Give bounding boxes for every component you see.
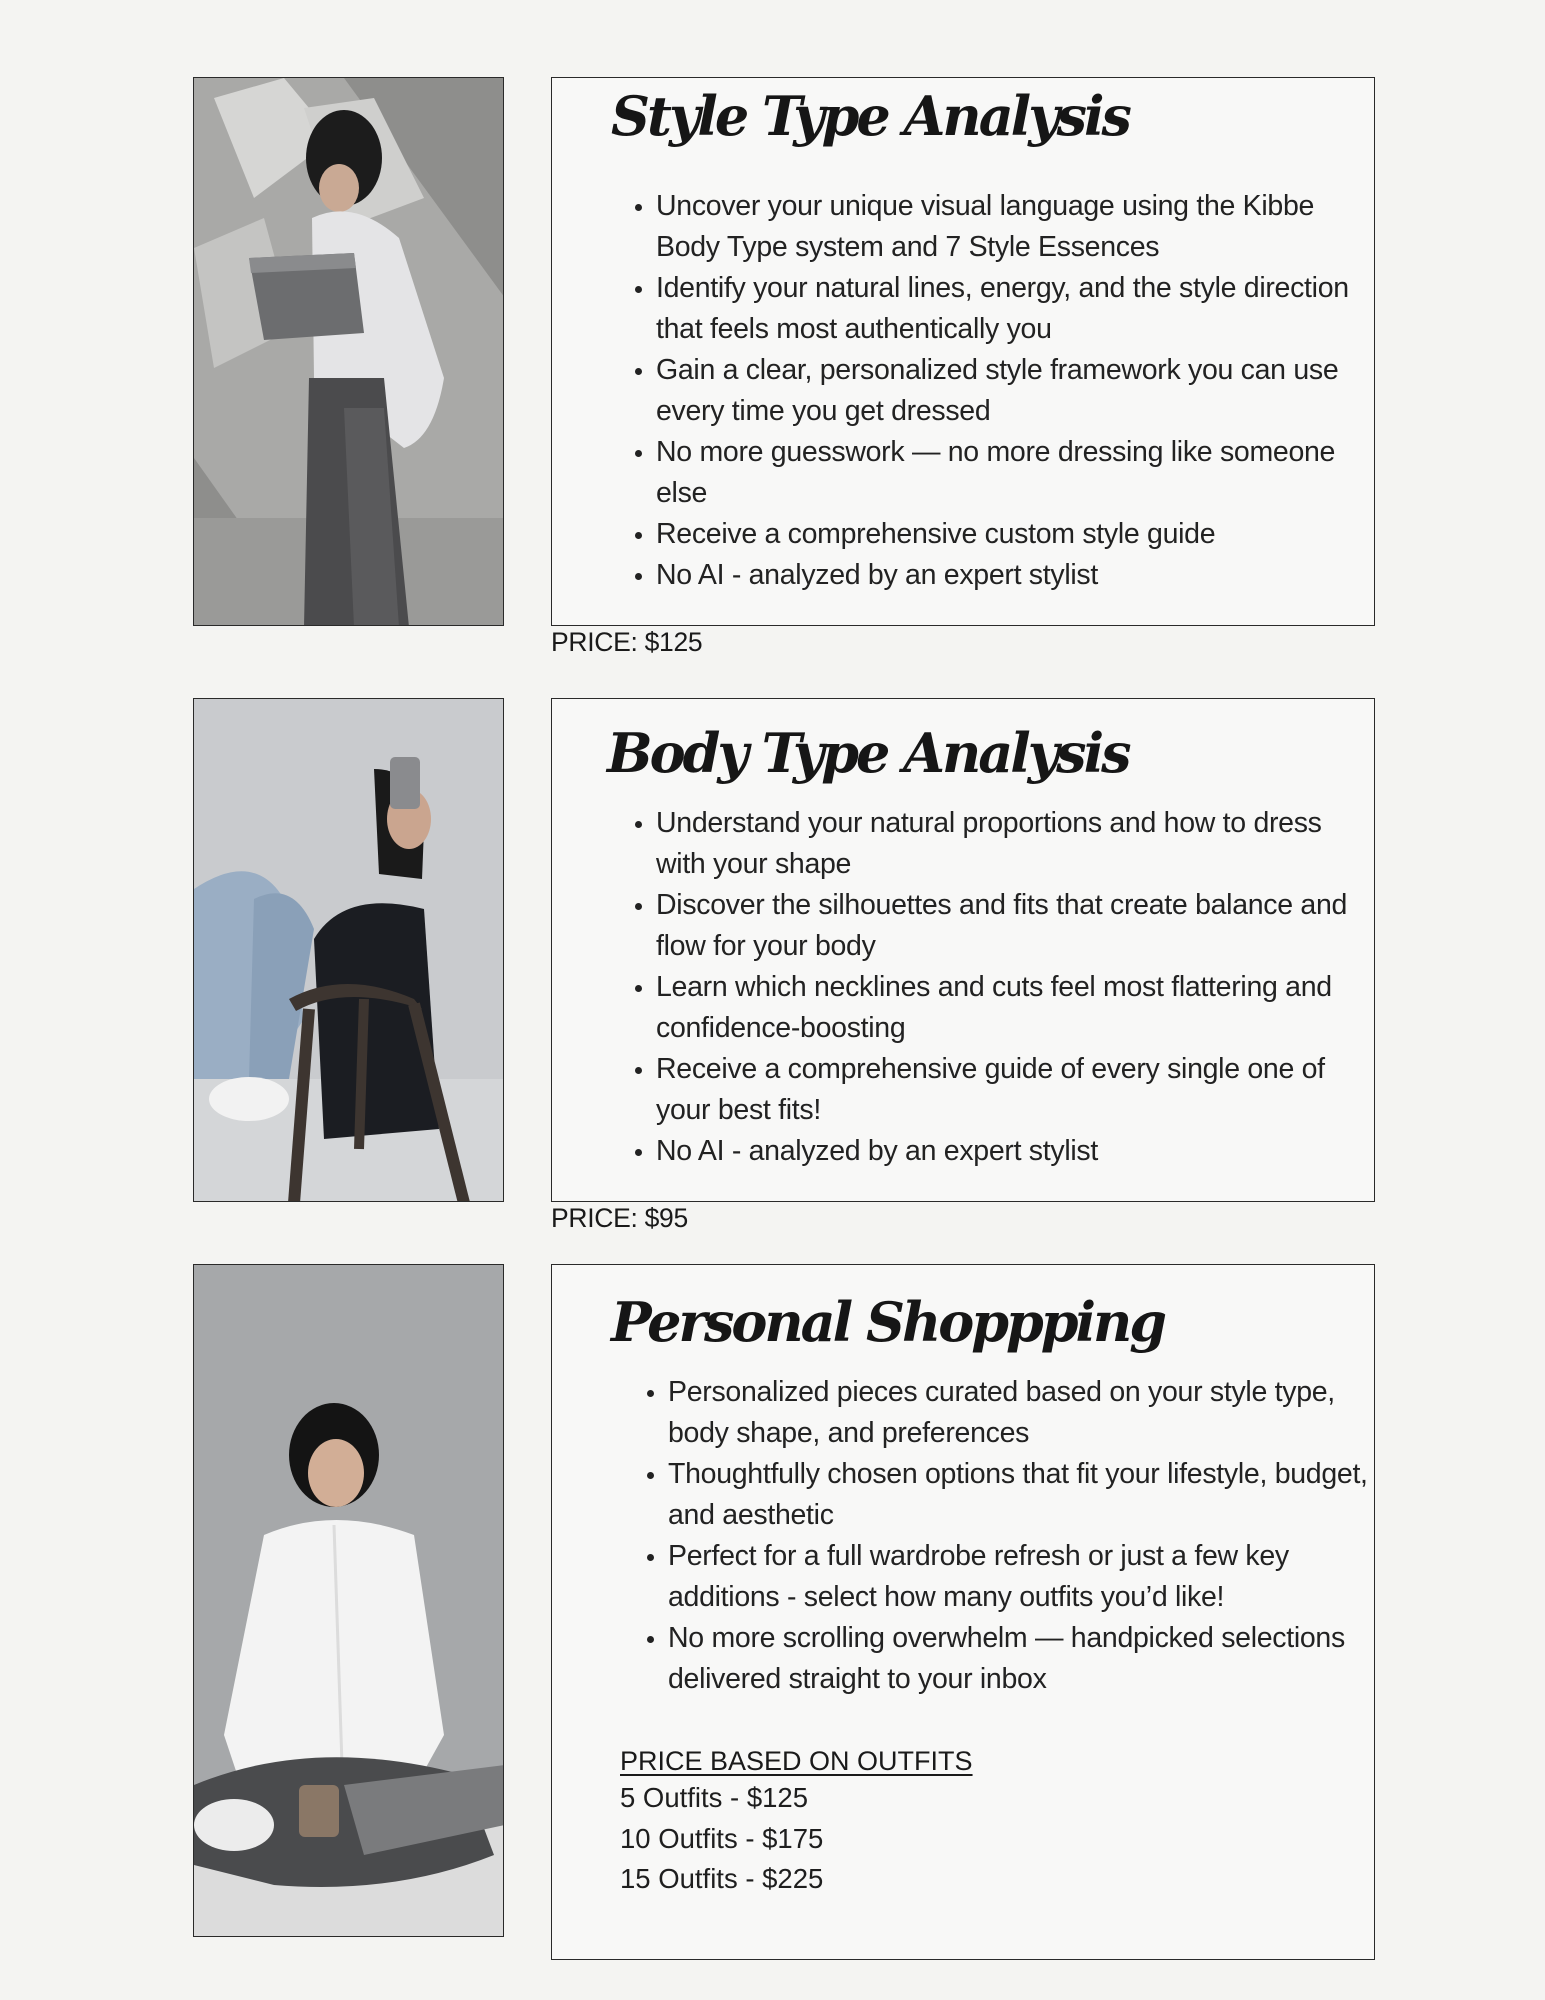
style-type-price: PRICE: $125 — [551, 627, 703, 657]
woman-seated-with-laptop-photo — [193, 1264, 504, 1937]
list-item: • Identify your natural lines, energy, and the style direction that feels most authentically you — [656, 268, 1376, 350]
woman-on-chair-selfie-photo — [193, 698, 504, 1202]
list-item: • Gain a clear, personalized style framework you can use every time you get dressed — [656, 350, 1376, 432]
list-item: • Understand your natural proportions and how to dress with your shape — [656, 803, 1376, 885]
body-type-title: Body Type Analysis — [607, 721, 1129, 785]
personal-shopping-features — [636, 1372, 1378, 1700]
list-item: • Perfect for a full wardrobe refresh or just a few key additions - select how many outfits you’d like! — [668, 1536, 1378, 1618]
list-item: • Personalized pieces curated based on your style type, body shape, and preferences — [668, 1372, 1378, 1454]
price-heading: PRICE BASED ON OUTFITS — [620, 1746, 973, 1776]
list-item: • No AI - analyzed by an expert stylist — [656, 1131, 1376, 1172]
list-item: • Learn which necklines and cuts feel most flattering and confidence-boosting — [656, 967, 1376, 1049]
tier-5-outfits: 5 Outfits - $125 — [620, 1782, 809, 1813]
list-item: • No more scrolling overwhelm — handpicked selections delivered straight to your inbox — [668, 1618, 1378, 1700]
list-item: • Receive a comprehensive custom style guide — [656, 514, 1376, 555]
list-item: • Uncover your unique visual language using the Kibbe Body Type system and 7 Style Essences — [656, 186, 1376, 268]
style-type-title: Style Type Analysis — [611, 84, 1129, 148]
body-type-features — [624, 803, 1376, 1172]
tier-15-outfits: 15 Outfits - $225 — [620, 1863, 824, 1894]
list-item: • No AI - analyzed by an expert stylist — [656, 555, 1376, 596]
woman-holding-laptop-photo — [193, 77, 504, 626]
list-item: • Discover the silhouettes and fits that create balance and flow for your body — [656, 885, 1376, 967]
list-item: • No more guesswork — no more dressing like someone else — [656, 432, 1376, 514]
body-type-price: PRICE: $95 — [551, 1203, 688, 1233]
personal-shopping-title: Personal Shoppping — [611, 1290, 1165, 1354]
list-item: • Receive a comprehensive guide of every single one of your best fits! — [656, 1049, 1376, 1131]
style-type-features — [624, 186, 1376, 596]
list-item: • Thoughtfully chosen options that fit your lifestyle, budget, and aesthetic — [668, 1454, 1378, 1536]
tier-10-outfits: 10 Outfits - $175 — [620, 1823, 824, 1854]
